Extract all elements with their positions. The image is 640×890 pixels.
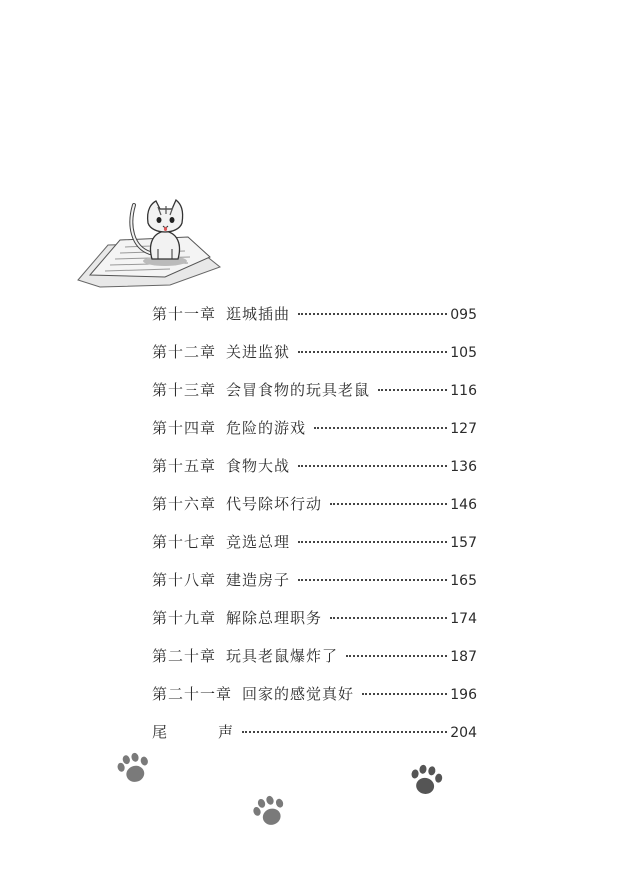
chapter-number: 第十一章 [152, 305, 217, 323]
chapter-title: 危险的游戏 [226, 419, 307, 437]
dot-leader [298, 579, 447, 581]
chapter-number: 第十三章 [152, 381, 217, 399]
toc-entry[interactable] [152, 680, 477, 718]
dot-leader [330, 617, 447, 619]
dot-leader [298, 541, 447, 543]
dot-leader [298, 351, 447, 353]
page-number: 116 [450, 383, 477, 399]
toc-entry[interactable] [152, 452, 477, 490]
toc-entry[interactable] [152, 566, 477, 604]
page-number: 127 [450, 421, 477, 437]
chapter-title: 解除总理职务 [226, 609, 323, 627]
dot-leader [362, 693, 447, 695]
chapter-title: 代号除坏行动 [226, 495, 323, 513]
toc-entry[interactable] [152, 490, 477, 528]
page-number: 105 [450, 345, 477, 361]
chapter-number: 第十七章 [152, 533, 217, 551]
cat-on-newspaper-icon [70, 195, 230, 295]
dot-leader [298, 465, 447, 467]
chapter-number: 第十五章 [152, 457, 217, 475]
paw-print-icon [408, 764, 444, 798]
chapter-title: 建造房子 [226, 571, 291, 589]
epilogue-label [152, 718, 234, 746]
toc-entry[interactable] [152, 528, 477, 566]
dot-leader [314, 427, 447, 429]
page-number: 196 [450, 687, 477, 703]
chapter-title: 逛城插曲 [226, 305, 291, 323]
page-number: 165 [450, 573, 477, 589]
dot-leader [346, 655, 447, 657]
dot-leader [378, 389, 447, 391]
chapter-number: 第十六章 [152, 495, 217, 513]
chapter-title: 回家的感觉真好 [242, 685, 355, 703]
chapter-number: 第十二章 [152, 343, 217, 361]
chapter-title: 玩具老鼠爆炸了 [226, 647, 339, 665]
chapter-title: 会冒食物的玩具老鼠 [226, 381, 371, 399]
chapter-number: 第十九章 [152, 609, 217, 627]
toc-entry[interactable] [152, 604, 477, 642]
dot-leader [298, 313, 447, 315]
paw-print-icon [116, 752, 152, 786]
chapter-title: 关进监狱 [226, 343, 291, 361]
chapter-number: 第二十章 [152, 647, 217, 665]
dot-leader [330, 503, 447, 505]
page-number: 204 [450, 725, 477, 741]
toc-entry[interactable] [152, 376, 477, 414]
page-number: 146 [450, 497, 477, 513]
toc-entry[interactable] [152, 414, 477, 452]
chapter-number: 第十四章 [152, 419, 217, 437]
dot-leader [242, 731, 447, 733]
toc-entry[interactable] [152, 338, 477, 376]
table-of-contents [152, 300, 477, 756]
toc-entry-epilogue[interactable] [152, 718, 477, 756]
chapter-number: 第十八章 [152, 571, 217, 589]
page-number: 157 [450, 535, 477, 551]
page-number: 095 [450, 307, 477, 323]
paw-print-icon [252, 795, 288, 829]
page-number: 187 [450, 649, 477, 665]
chapter-number: 第二十一章 [152, 685, 233, 703]
page-number: 174 [450, 611, 477, 627]
chapter-title: 竞选总理 [226, 533, 291, 551]
toc-entry[interactable] [152, 642, 477, 680]
epilogue-char: 声 [217, 723, 234, 741]
epilogue-char: 尾 [152, 723, 169, 741]
page-number: 136 [450, 459, 477, 475]
toc-entry[interactable] [152, 300, 477, 338]
chapter-title: 食物大战 [226, 457, 291, 475]
